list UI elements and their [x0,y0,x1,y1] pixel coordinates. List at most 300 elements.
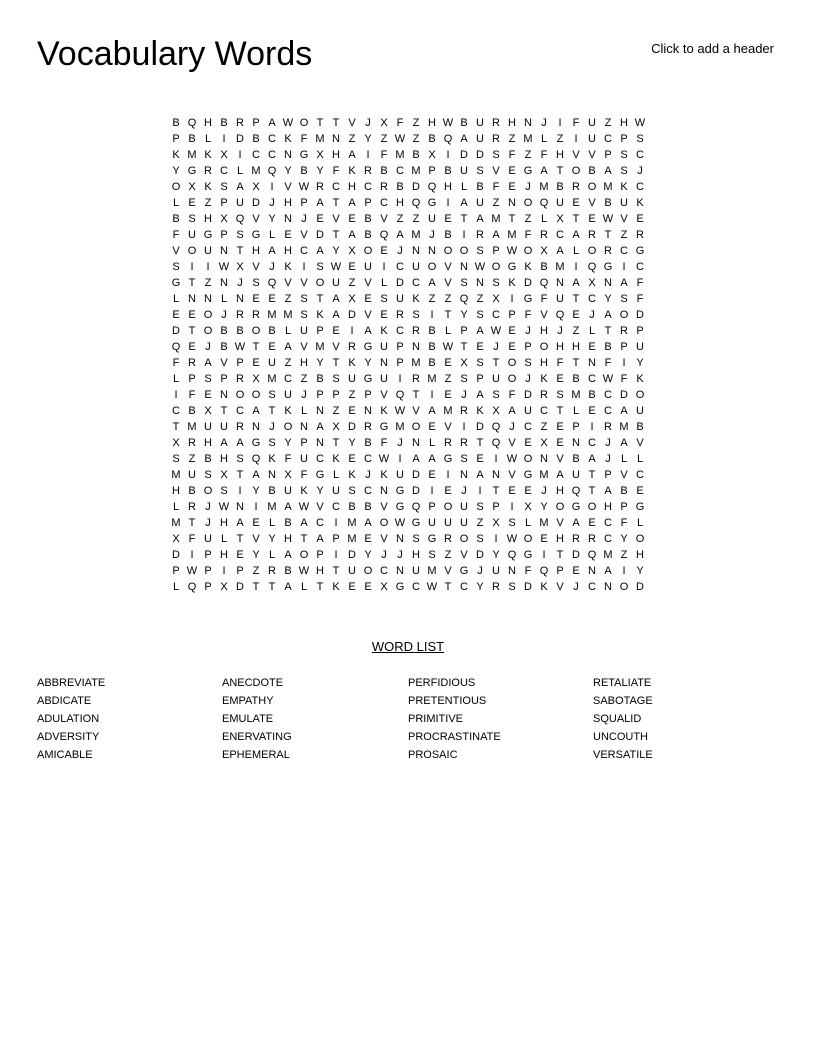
grid-letter: E [444,485,452,497]
grid-letter: E [348,405,356,417]
grid-letter: U [284,485,292,497]
grid-letter: J [525,325,531,337]
grid-letter: B [188,133,196,145]
grid-letter: A [556,469,564,481]
grid-letter: P [620,341,628,353]
grid-letter: A [284,341,292,353]
grid-letter: X [540,245,548,257]
grid-letter: B [460,117,468,129]
grid-letter: P [236,565,244,577]
grid-letter: C [604,389,612,401]
grid-letter: P [620,133,628,145]
grid-letter: K [380,325,388,337]
grid-letter: S [428,549,436,561]
grid-letter: T [172,421,180,433]
grid-letter: Z [252,565,260,577]
grid-letter: I [190,261,194,273]
grid-letter: X [348,245,356,257]
grid-letter: R [604,245,612,257]
grid-letter: R [412,373,420,385]
grid-letter: A [428,277,436,289]
grid-letter: P [300,197,308,209]
grid-letter: V [380,213,388,225]
grid-letter: G [411,517,421,529]
grid-letter: F [188,389,196,401]
grid-letter: Q [555,309,565,321]
grid-letter: U [396,469,404,481]
grid-letter: Z [444,373,452,385]
grid-letter: C [364,453,372,465]
grid-letter: O [507,357,517,369]
grid-letter: R [492,133,500,145]
grid-letter: N [508,565,516,577]
add-header-placeholder[interactable]: Click to add a header [651,41,774,56]
grid-letter: Y [172,165,180,177]
grid-letter: M [427,373,437,385]
grid-letter: M [603,549,613,561]
grid-letter: I [622,357,626,369]
grid-letter: T [492,485,500,497]
grid-letter: M [187,421,197,433]
grid-letter: E [572,565,580,577]
grid-letter: W [218,261,230,273]
grid-letter: A [508,405,516,417]
grid-letter: R [252,309,260,321]
grid-letter: C [236,405,244,417]
grid-letter: M [283,309,293,321]
grid-letter: Y [540,501,548,513]
grid-letter: K [332,453,340,465]
grid-letter: D [348,421,356,433]
grid-letter: D [460,149,468,161]
grid-letter: V [460,549,468,561]
grid-letter: O [187,245,197,257]
grid-letter: E [444,357,452,369]
grid-letter: Y [316,485,324,497]
grid-letter: N [284,213,292,225]
grid-letter: N [604,277,612,289]
grid-letter: Z [604,117,612,129]
grid-letter: F [492,181,500,193]
grid-letter: F [636,293,644,305]
grid-letter: B [444,165,452,177]
grid-letter: T [572,357,580,369]
grid-letter: H [316,565,324,577]
grid-letter: T [444,581,452,593]
grid-letter: X [524,501,532,513]
grid-letter: P [572,421,580,433]
grid-letter: H [396,197,404,209]
grid-letter: Q [459,293,469,305]
grid-letter: Z [524,213,532,225]
grid-letter: E [364,293,372,305]
grid-letter: I [174,389,178,401]
grid-letter: N [220,389,228,401]
grid-letter: A [476,213,484,225]
grid-letter: B [428,357,436,369]
grid-letter: L [444,325,452,337]
grid-letter: V [332,213,340,225]
grid-letter: T [252,341,260,353]
grid-letter: A [316,245,324,257]
grid-letter: P [428,501,436,513]
grid-letter: X [220,469,228,481]
grid-letter: A [556,245,564,257]
grid-letter: M [187,149,197,161]
grid-letter: Q [507,549,517,561]
grid-letter: C [524,421,532,433]
grid-letter: L [220,293,228,305]
grid-letter: V [172,245,180,257]
grid-letter: U [460,165,468,177]
grid-letter: K [540,373,548,385]
grid-letter: C [556,229,564,241]
grid-letter: Z [348,389,356,401]
grid-letter: B [252,133,260,145]
grid-letter: Y [252,549,260,561]
grid-letter: X [220,581,228,593]
grid-letter: K [636,197,644,209]
grid-letter: A [460,197,468,209]
grid-letter: W [442,341,454,353]
grid-letter: N [396,565,404,577]
grid-letter: C [316,517,324,529]
grid-letter: L [380,277,388,289]
word-list-item: PRIMITIVE [408,713,464,725]
grid-letter: E [588,405,596,417]
grid-letter: Q [171,341,181,353]
grid-letter: N [316,437,324,449]
grid-letter: P [332,533,340,545]
grid-letter: R [412,325,420,337]
grid-letter: H [636,549,644,561]
grid-letter: K [172,149,180,161]
grid-letter: D [524,389,532,401]
grid-letter: P [364,197,372,209]
word-list-item: ENERVATING [222,731,292,743]
grid-letter: R [588,229,596,241]
grid-letter: Y [268,533,276,545]
grid-letter: A [236,437,244,449]
grid-letter: T [316,117,324,129]
grid-letter: C [364,181,372,193]
grid-letter: A [476,469,484,481]
grid-letter: A [540,165,548,177]
grid-letter: U [220,421,228,433]
grid-letter: I [238,149,242,161]
grid-letter: W [602,373,614,385]
grid-letter: J [557,325,563,337]
grid-letter: S [268,437,276,449]
grid-letter: Z [412,117,420,129]
grid-letter: U [268,357,276,369]
grid-letter: I [574,133,578,145]
grid-letter: E [444,213,452,225]
grid-letter: P [172,133,180,145]
grid-letter: R [348,341,356,353]
grid-letter: N [492,469,500,481]
grid-letter: O [171,181,181,193]
grid-letter: P [492,501,500,513]
grid-letter: S [508,517,516,529]
grid-letter: S [636,133,644,145]
grid-letter: V [380,389,388,401]
grid-letter: A [412,453,420,465]
grid-letter: E [204,389,212,401]
grid-letter: V [492,165,500,177]
grid-letter: G [523,469,533,481]
grid-letter: E [508,181,516,193]
grid-letter: F [556,357,564,369]
grid-letter: G [523,293,533,305]
grid-letter: E [364,581,372,593]
grid-letter: X [492,293,500,305]
grid-letter: O [443,245,453,257]
grid-letter: H [444,181,452,193]
grid-letter: A [588,453,596,465]
grid-letter: M [619,421,629,433]
grid-letter: H [204,437,212,449]
grid-letter: D [620,389,628,401]
grid-letter: A [316,197,324,209]
grid-letter: V [284,277,292,289]
grid-letter: A [268,117,276,129]
grid-letter: Z [492,197,500,209]
grid-letter: K [268,453,276,465]
grid-letter: H [332,149,340,161]
grid-letter: F [172,229,180,241]
grid-letter: I [206,261,210,273]
grid-letter: F [508,149,516,161]
grid-letter: S [412,309,420,321]
grid-letter: R [604,421,612,433]
grid-letter: F [172,357,180,369]
grid-letter: Z [332,405,340,417]
grid-letter: N [412,245,420,257]
grid-letter: T [604,325,612,337]
grid-letter: I [542,549,546,561]
grid-letter: Z [476,293,484,305]
grid-letter: O [203,309,213,321]
grid-letter: T [556,405,564,417]
grid-letter: S [204,469,212,481]
grid-letter: D [172,549,180,561]
grid-letter: B [476,181,484,193]
grid-letter: V [508,469,516,481]
grid-letter: U [460,501,468,513]
grid-letter: K [348,165,356,177]
grid-letter: B [172,117,180,129]
grid-letter: P [604,149,612,161]
grid-letter: C [636,261,644,273]
grid-letter: G [507,261,517,273]
grid-letter: K [380,405,388,417]
grid-letter: N [316,405,324,417]
grid-letter: W [378,453,390,465]
grid-letter: M [539,181,549,193]
grid-letter: F [620,373,628,385]
grid-letter: K [380,469,388,481]
grid-letter: L [572,405,580,417]
grid-letter: N [540,453,548,465]
grid-letter: G [395,581,405,593]
grid-letter: D [524,581,532,593]
grid-letter: I [334,517,338,529]
grid-letter: E [588,341,596,353]
grid-letter: G [187,165,197,177]
grid-letter: R [636,229,644,241]
grid-letter: N [268,469,276,481]
grid-letter: O [539,341,549,353]
grid-letter: S [460,453,468,465]
grid-letter: A [332,309,340,321]
grid-letter: I [462,421,466,433]
grid-letter: N [300,421,308,433]
grid-letter: X [492,405,500,417]
grid-letter: B [300,165,308,177]
grid-letter: D [636,309,644,321]
grid-letter: D [476,549,484,561]
grid-letter: A [572,517,580,529]
grid-letter: X [460,357,468,369]
grid-letter: N [220,277,228,289]
grid-letter: Y [316,357,324,369]
grid-letter: A [316,421,324,433]
grid-letter: K [348,469,356,481]
grid-letter: E [588,213,596,225]
grid-letter: Q [187,581,197,593]
grid-letter: X [316,149,324,161]
grid-letter: N [428,245,436,257]
grid-letter: C [332,181,340,193]
grid-letter: S [380,293,388,305]
grid-letter: O [555,501,565,513]
grid-letter: C [300,245,308,257]
grid-letter: W [394,517,406,529]
grid-letter: U [492,373,500,385]
grid-letter: Z [300,373,308,385]
word-list-item: AMICABLE [37,749,93,761]
grid-letter: B [540,261,548,273]
grid-letter: V [556,517,564,529]
grid-letter: P [428,165,436,177]
grid-letter: E [364,533,372,545]
grid-letter: C [588,581,596,593]
grid-letter: M [427,565,437,577]
grid-letter: J [461,389,467,401]
grid-letter: N [508,197,516,209]
grid-letter: M [267,309,277,321]
grid-letter: P [316,549,324,561]
grid-letter: R [268,565,276,577]
grid-letter: X [492,517,500,529]
grid-letter: W [394,133,406,145]
grid-letter: K [540,581,548,593]
grid-letter: K [284,133,292,145]
grid-letter: T [188,277,196,289]
grid-letter: H [428,117,436,129]
grid-letter: U [572,469,580,481]
grid-letter: H [556,149,564,161]
grid-letter: V [444,261,452,273]
grid-letter: I [302,261,306,273]
grid-letter: J [397,245,403,257]
grid-letter: B [636,421,644,433]
grid-letter: Z [380,133,388,145]
grid-letter: R [476,229,484,241]
grid-letter: B [428,341,436,353]
grid-letter: B [588,165,596,177]
grid-letter: K [332,581,340,593]
grid-letter: S [620,149,628,161]
grid-letter: V [252,533,260,545]
grid-letter: B [620,485,628,497]
grid-letter: J [269,197,275,209]
grid-letter: T [188,325,196,337]
grid-letter: V [252,261,260,273]
grid-letter: A [604,165,612,177]
grid-letter: C [364,485,372,497]
grid-letter: Y [364,549,372,561]
grid-letter: T [588,485,596,497]
word-list-item: PRETENTIOUS [408,695,487,707]
grid-letter: F [604,357,612,369]
grid-letter: I [366,149,370,161]
grid-letter: Q [443,133,453,145]
grid-letter: S [236,453,244,465]
grid-letter: X [252,373,260,385]
grid-letter: Y [268,213,276,225]
grid-letter: C [380,197,388,209]
grid-letter: X [172,437,180,449]
grid-letter: X [252,181,260,193]
grid-letter: O [587,181,597,193]
grid-letter: R [188,437,196,449]
grid-letter: U [188,229,196,241]
grid-letter: D [348,309,356,321]
grid-letter: O [459,245,469,257]
grid-letter: U [204,245,212,257]
grid-letter: M [315,341,325,353]
grid-letter: B [380,165,388,177]
grid-letter: J [205,501,211,513]
word-list-item: EPHEMERAL [222,749,290,761]
grid-letter: R [364,165,372,177]
grid-letter: H [508,117,516,129]
grid-letter: A [476,325,484,337]
grid-letter: P [364,389,372,401]
grid-letter: H [556,533,564,545]
grid-letter: I [462,229,466,241]
grid-letter: M [555,261,565,273]
grid-letter: M [491,213,501,225]
grid-letter: U [620,197,628,209]
grid-letter: P [220,197,228,209]
grid-letter: U [396,293,404,305]
grid-letter: R [444,437,452,449]
grid-letter: R [572,181,580,193]
grid-letter: M [395,421,405,433]
grid-letter: C [172,405,180,417]
grid-letter: O [363,565,373,577]
grid-letter: U [476,117,484,129]
grid-letter: Z [524,149,532,161]
grid-letter: G [363,373,373,385]
grid-letter: U [428,213,436,225]
grid-letter: J [397,549,403,561]
grid-letter: R [492,581,500,593]
grid-letter: U [412,261,420,273]
